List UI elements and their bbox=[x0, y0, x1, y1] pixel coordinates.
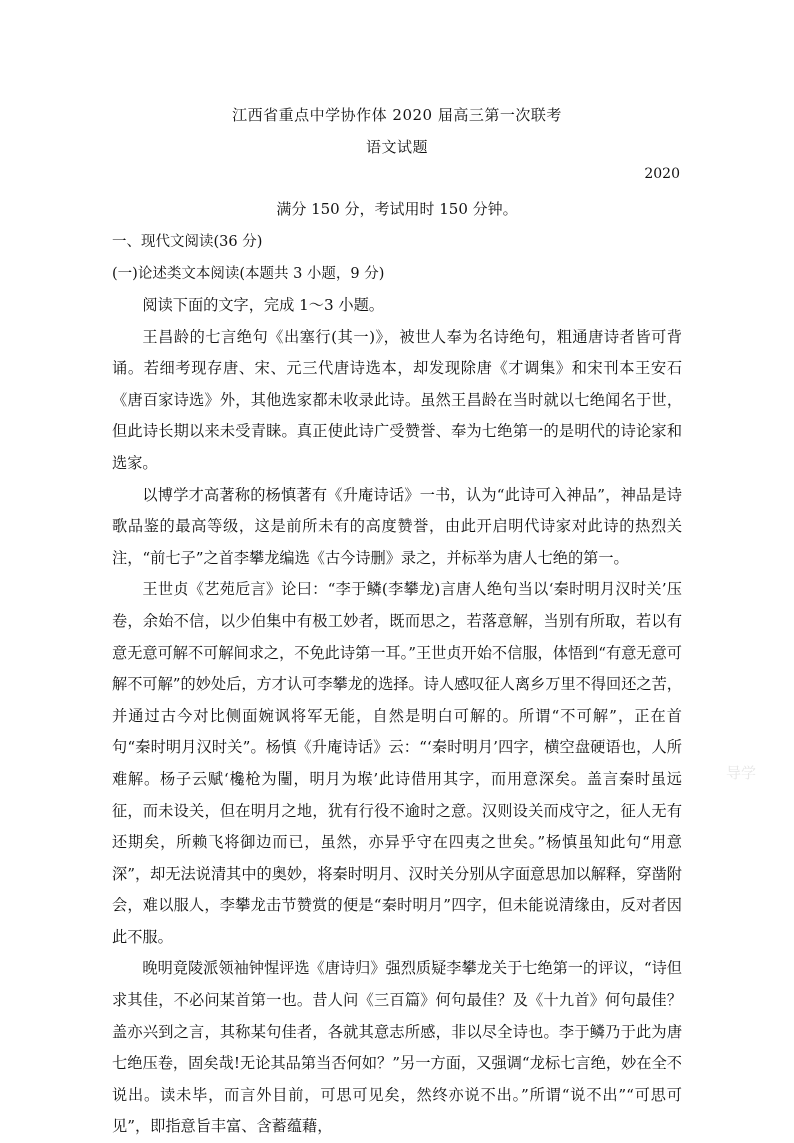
reading-passage bbox=[112, 290, 682, 1143]
paragraph: 以博学才高著称的杨慎著有《升庵诗话》一书，认为“此诗可入神品”，神品是诗歌品鉴的最高等级，这是前所未有的高度赞誉，由此开启明代诗家对此诗的热烈关注，“前七子”之首李攀龙编选《古今诗删》录之，并标举为唐人七绝的第一。 bbox=[112, 485, 682, 567]
paragraph: 王昌龄的七言绝句《出塞行(其一)》，被世人奉为名诗绝句，粗通唐诗者皆可背诵。若细考现存唐、宋、元三代唐诗选本，却发现除唐《才调集》和宋刊本王安石《唐百家诗选》外，其他选家都未收录此诗。虽然王昌龄在当时就以七绝闻名于世，但此诗长期以来未受青睐。真正使此诗广受赞誉、奉为七绝第一的是明代的诗论家和选家。 bbox=[112, 327, 682, 472]
paragraph-instruction: 阅读下面的文字，完成 1～3 小题。 bbox=[142, 296, 384, 314]
score-line: 满分 150 分，考试用时 150 分钟。 bbox=[276, 200, 518, 218]
exam-subtitle: 语文试题 bbox=[365, 138, 428, 156]
watermark: 导学 bbox=[726, 764, 757, 782]
paragraph: 晚明竟陵派领袖钟惺评选《唐诗归》强烈质疑李攀龙关于七绝第一的评议，“诗但求其佳，不必问某首第一也。昔人问《三百篇》何句最佳？及《十九首》何句最佳？盖亦兴到之言，其称某句佳者，各就其意志所感，非以尽全诗也。李于鳞乃于此为唐七绝压卷，固矣哉!无论其品第当否何如？”另一方面，又强调“龙标七言绝，妙在全不说出。读未毕，而言外目前，可思可见矣，然终亦说不出。”所谓“说不出”“可思可见”，即指意旨丰富、含蓄蕴藉， bbox=[112, 959, 682, 1136]
section-heading-part1-sub: (一)论述类文本阅读(本题共 3 小题，9 分) bbox=[112, 266, 385, 282]
exam-year: 2020 bbox=[644, 166, 680, 182]
exam-title: 江西省重点中学协作体 2020 届高三第一次联考 bbox=[232, 106, 562, 124]
section-heading-part1: 一、现代文阅读(36 分) bbox=[112, 234, 263, 250]
paragraph: 王世贞《艺苑卮言》论曰：“李于鳞(李攀龙)言唐人绝句当以‘秦时明月汉时关’压卷，余始不信，以少伯集中有极工妙者，既而思之，若落意解，当别有所取，若以有意无意可解不可解间求之，不免此诗第一耳。”王世贞开始不信服，体悟到“有意无意可解不可解”的妙处后，方才认可李攀龙的选择。诗人感叹征人离乡万里不得回还之苦，并通过古今对比侧面婉讽将军无能，自然是明白可解的。所谓“不可解”，正在首句“秦时明月汉时关”。杨慎《升庵诗话》云：“‘秦时明月’四字，横空盘硬语也，人所难解。杨子云赋‘欃枪为闉，明月为堠’此诗借用其字，而用意深矣。盖言秦时虽远征，而未设关，但在明月之地，犹有行役不逾时之意。汉则设关而戍守之，征人无有还期矣，所赖飞将御边而已，虽然，亦异乎守在四夷之世矣。”杨慎虽知此句“用意深”，却无法说清其中的奥妙，将秦时明月、汉时关分别从字面意思加以解释，穿凿附会，难以服人，李攀龙击节赞赏的便是“秦时明月”四字，但未能说清缘由，反对者因此不服。 bbox=[112, 580, 682, 946]
